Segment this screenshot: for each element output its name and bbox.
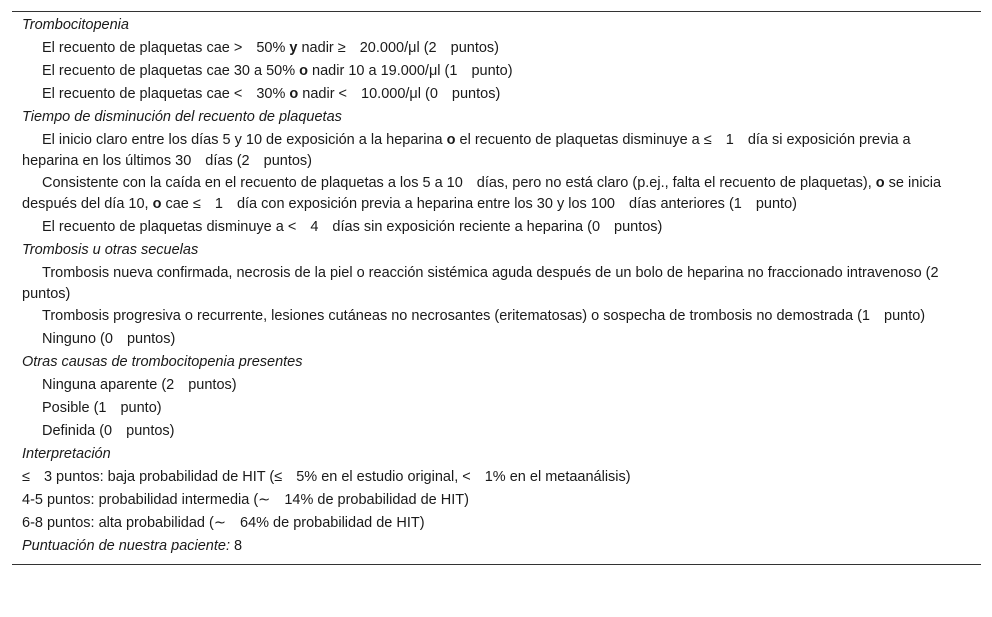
criterion-row: El recuento de plaquetas cae 30 a 50% o nadir 10 a 19.000/μl (1 punto) [42,63,513,79]
criterion-row: Ninguno (0 puntos) [42,331,176,347]
section-heading: Trombocitopenia [22,17,129,33]
patient-score-value: 8 [234,538,243,554]
section-heading: Otras causas de trombocitopenia presentes [22,354,303,370]
criterion-row: Posible (1 punto) [42,400,162,416]
criterion-row: Trombosis nueva confirmada, necrosis de la piel o reacción sistémica aguda después de un bolo de heparina no fraccionado intravenoso (2puntos) [22,265,939,302]
criterion-row: El inicio claro entre los días 5 y 10 de exposición a la heparina o el recuento de plaquetas disminuye a ≤ 1 día si exposición previa a heparina en los últimos 30 días (2 puntos) [22,132,911,169]
criterion-row: Trombosis progresiva o recurrente, lesiones cutáneas no necrosantes (eritematosas) o sospecha de trombosis no demostrada (1 punto) [42,308,926,324]
interpretation-row: 4-5 puntos: probabilidad intermedia (∼ 14% de probabilidad de HIT) [22,492,469,508]
score-table [12,11,981,565]
section-heading: Trombosis u otras secuelas [22,242,199,258]
interpretation-row: ≤ 3 puntos: baja probabilidad de HIT (≤ 5% en el estudio original, < 1% en el metaanálisis) [22,469,631,485]
patient-score-label: Puntuación de nuestra paciente: [22,538,230,554]
criterion-row: Ninguna aparente (2 puntos) [42,377,237,393]
patient-score-row [12,535,981,558]
criterion-row: El recuento de plaquetas cae > 50% y nadir ≥ 20.000/μl (2 puntos) [42,40,499,56]
criterion-row: El recuento de plaquetas disminuye a < 4 días sin exposición reciente a heparina (0 puntos) [42,219,663,235]
section-heading: Tiempo de disminución del recuento de plaquetas [22,109,342,125]
criterion-row: Consistente con la caída en el recuento de plaquetas a los 5 a 10 días, pero no está claro (p.ej., falta el recuento de plaquetas), o se inicia después del día 10, o cae ≤ 1 día con exposición previa a heparina entre los 30 y los 100 días anteriores (1 punto) [22,175,942,212]
criterion-row: Definida (0 puntos) [42,423,175,439]
criterion-row: El recuento de plaquetas cae < 30% o nadir < 10.000/μl (0 puntos) [42,86,501,102]
section-heading: Interpretación [22,446,111,462]
interpretation-row: 6-8 puntos: alta probabilidad (∼ 64% de probabilidad de HIT) [22,515,425,531]
